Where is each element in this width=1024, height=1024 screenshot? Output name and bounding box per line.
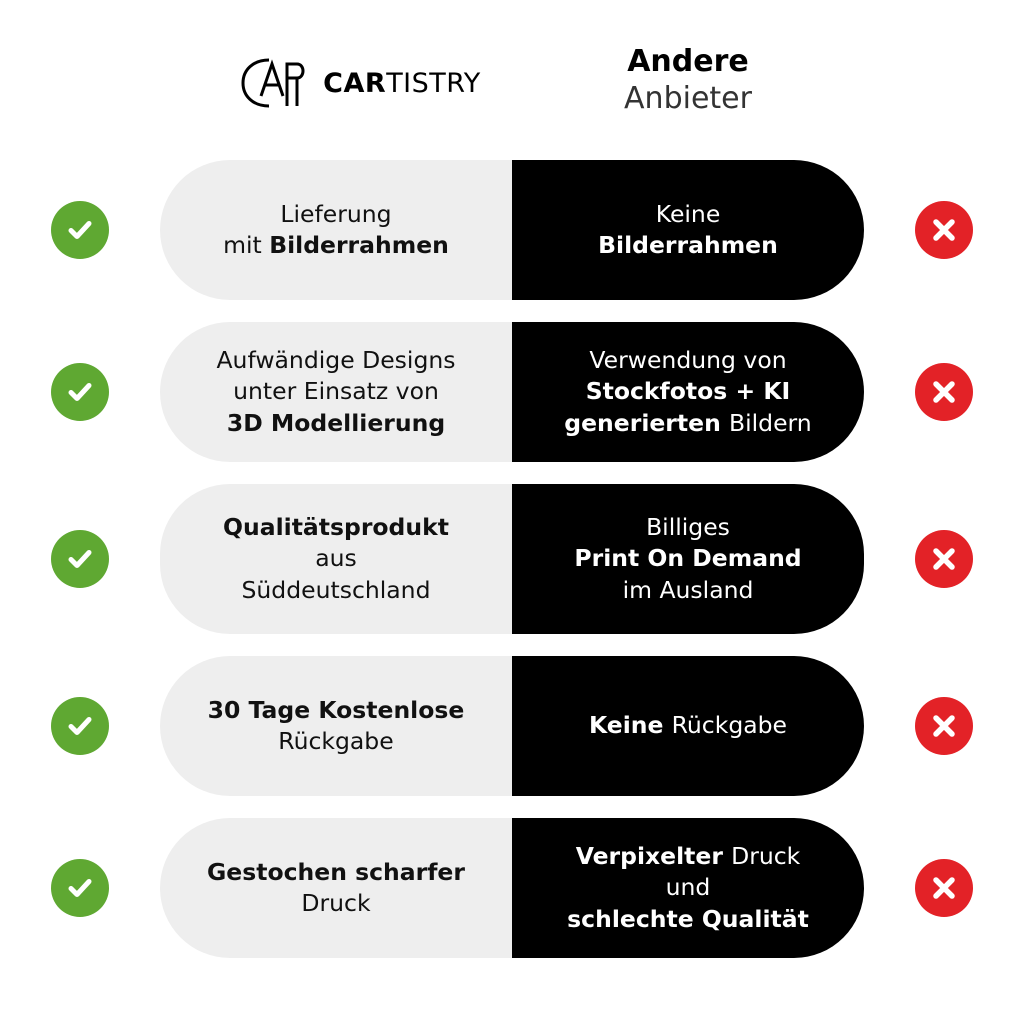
cell-line: mit Bilderrahmen <box>223 231 449 259</box>
negative-mark <box>864 160 1024 300</box>
other-provider-line2: Anbieter <box>624 80 752 116</box>
cell-line: schlechte Qualität <box>567 904 809 933</box>
cell-line: Billiges <box>646 513 730 542</box>
positive-mark <box>0 484 160 634</box>
negative-mark <box>864 818 1024 958</box>
cartistry-cell <box>160 322 512 462</box>
cross-circle-icon <box>915 530 973 588</box>
comparison-row <box>0 656 1024 796</box>
other-provider-cell <box>512 818 864 958</box>
cross-circle-icon <box>915 697 973 755</box>
negative-mark <box>864 322 1024 462</box>
check-circle-icon <box>51 201 109 259</box>
comparison-row <box>0 818 1024 958</box>
cell-line: und <box>665 873 711 902</box>
cell-line: Stockfotos + KI <box>585 377 791 406</box>
brand-logo-block <box>150 56 570 110</box>
cross-circle-icon <box>915 363 973 421</box>
other-provider-cell <box>512 484 864 634</box>
cell-line: 3D Modellierung <box>226 408 446 437</box>
cell-line: aus <box>315 544 357 573</box>
positive-mark <box>0 818 160 958</box>
check-circle-icon <box>51 530 109 588</box>
cross-circle-icon <box>915 201 973 259</box>
other-provider-cell <box>512 160 864 300</box>
cell-line: Qualitätsprodukt <box>223 513 449 542</box>
cross-circle-icon <box>915 859 973 917</box>
brand-name-bold: CAR <box>323 67 387 99</box>
cartistry-cell <box>160 656 512 796</box>
positive-mark <box>0 160 160 300</box>
comparison-rows <box>0 160 1024 980</box>
other-provider-cell <box>512 322 864 462</box>
cell-line: Keine Rückgabe <box>588 711 788 740</box>
cell-line: unter Einsatz von <box>233 377 439 406</box>
check-circle-icon <box>51 859 109 917</box>
page-header <box>0 38 1024 133</box>
other-provider-line1: Andere <box>627 44 749 79</box>
cell-line: Rückgabe <box>278 727 394 755</box>
check-circle-icon <box>51 363 109 421</box>
other-provider-cell <box>512 656 864 796</box>
comparison-row <box>0 484 1024 634</box>
cartistry-cell <box>160 484 512 634</box>
comparison-row <box>0 160 1024 300</box>
cartistry-cell <box>160 160 512 300</box>
negative-mark <box>864 484 1024 634</box>
cell-line: generierten Bildern <box>564 408 812 437</box>
cell-line: im Ausland <box>622 575 754 604</box>
cartistry-monogram-icon <box>239 56 313 110</box>
cell-line: Print On Demand <box>574 544 802 573</box>
cell-line: Lieferung <box>280 199 392 228</box>
cell-line: Süddeutschland <box>241 575 431 604</box>
cell-line: Keine <box>655 199 721 228</box>
cell-line: Verwendung von <box>589 346 787 375</box>
positive-mark <box>0 322 160 462</box>
cell-line: Bilderrahmen <box>598 231 778 259</box>
cartistry-cell <box>160 818 512 958</box>
check-circle-icon <box>51 697 109 755</box>
brand-name <box>323 68 481 99</box>
cell-line: Druck <box>301 889 371 917</box>
cell-line: Gestochen scharfer <box>207 857 465 886</box>
brand-name-light: TISTRY <box>386 67 481 99</box>
cell-line: 30 Tage Kostenlose <box>207 695 465 724</box>
negative-mark <box>864 656 1024 796</box>
cell-line: Aufwändige Designs <box>216 346 456 375</box>
positive-mark <box>0 656 160 796</box>
cell-line: Verpixelter Druck <box>575 842 801 871</box>
other-provider-heading <box>512 44 864 117</box>
comparison-row <box>0 322 1024 462</box>
